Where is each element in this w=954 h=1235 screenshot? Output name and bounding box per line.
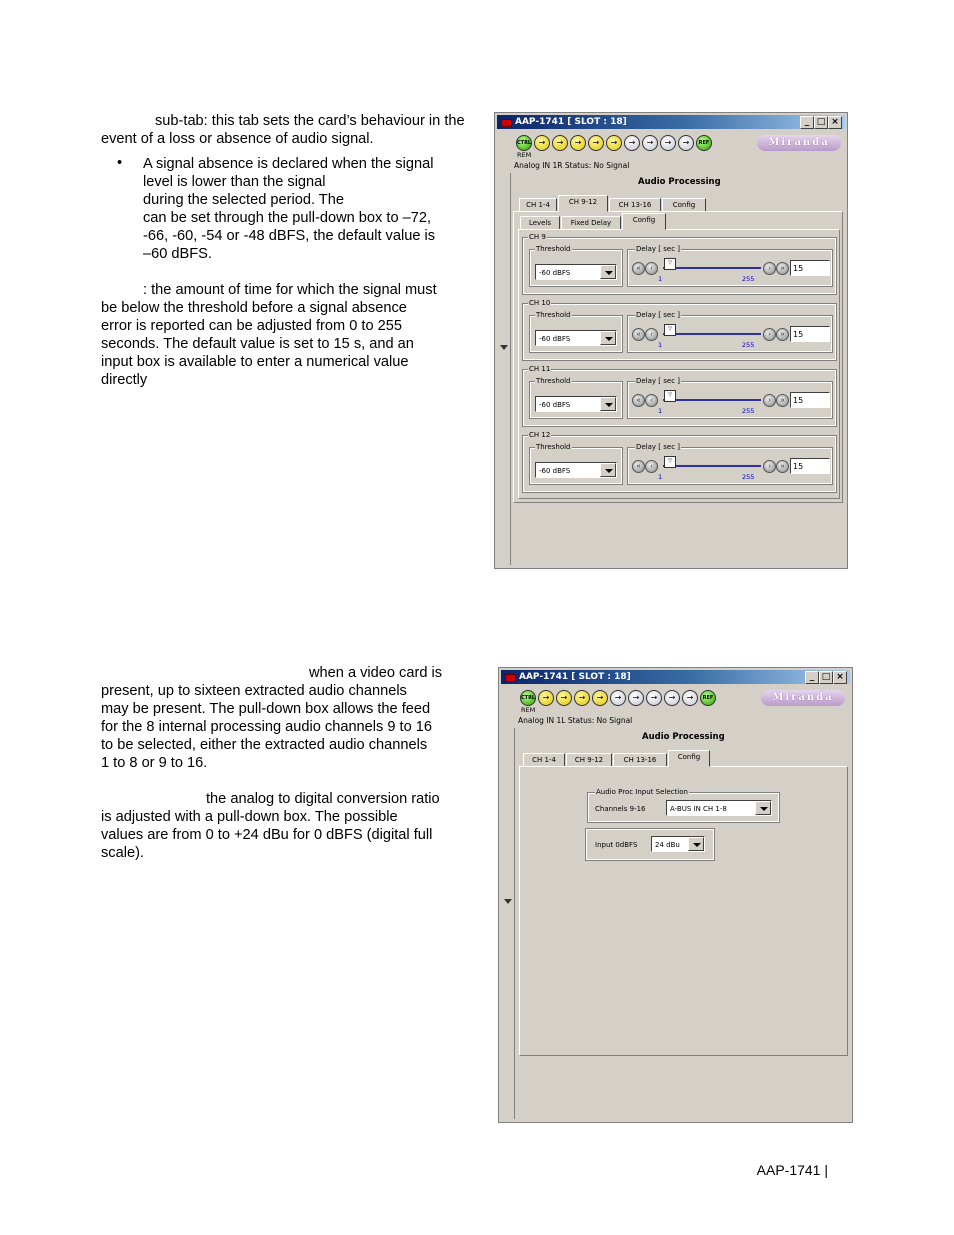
rewind-icon[interactable]: « — [632, 460, 645, 473]
delay-slider-thumb[interactable]: ▽ — [664, 390, 676, 402]
step-back-icon[interactable]: ‹ — [645, 262, 658, 275]
delay-line: input box is available to enter a numerical value — [101, 354, 409, 370]
para-line: the analog to digital conversion ratio — [206, 791, 440, 807]
app-window-config — [498, 667, 853, 1123]
channel-label: CH 9 — [529, 233, 546, 241]
delay-group — [628, 443, 832, 484]
delay-label: Delay [ sec ] — [636, 311, 681, 319]
channel-label: CH 11 — [529, 365, 551, 373]
chevron-down-icon[interactable] — [600, 397, 616, 411]
threshold-group — [530, 443, 622, 484]
delay-group — [628, 245, 832, 286]
tab-ch13-16[interactable]: CH 13-16 — [609, 198, 661, 212]
rewind-icon[interactable]: « — [632, 394, 645, 407]
bullet-paragraph — [143, 155, 473, 263]
delay-input[interactable]: 15 — [790, 260, 830, 276]
threshold-group — [530, 377, 622, 418]
input-selection-paragraph — [101, 664, 466, 772]
app-window-levels — [494, 112, 848, 569]
tab-config[interactable]: Config — [668, 750, 710, 767]
delay-slider-thumb[interactable]: ▽ — [664, 324, 676, 336]
arrow-led-icon[interactable]: → — [610, 690, 626, 706]
delay-slider-thumb[interactable]: ▽ — [664, 456, 676, 468]
para-line: 1 to 8 or 9 to 16. — [101, 755, 208, 771]
delay-input[interactable]: 15 — [790, 326, 830, 342]
delay-group — [628, 311, 832, 352]
collapse-arrow-icon[interactable] — [504, 899, 512, 904]
status-led-green-icon[interactable]: REF — [700, 690, 716, 706]
arrow-led-icon[interactable]: → — [664, 690, 680, 706]
title-bar — [497, 115, 845, 129]
miranda-logo: Miranda — [757, 135, 841, 151]
alarm-led-icon — [505, 674, 516, 682]
threshold-label: Threshold — [536, 245, 571, 253]
para-line: present, up to sixteen extracted audio channels — [101, 683, 407, 699]
rewind-icon[interactable]: « — [632, 328, 645, 341]
para-line: when a video card is — [309, 665, 443, 681]
channel-label: CH 10 — [529, 299, 551, 307]
status-led-green-icon[interactable]: CTRL — [516, 135, 532, 151]
arrow-led-icon[interactable]: → — [682, 690, 698, 706]
arrow-led-icon[interactable]: → — [592, 690, 608, 706]
close-icon[interactable]: × — [833, 671, 847, 684]
delay-line: : the amount of time for which the signal must — [143, 282, 437, 298]
threshold-label: Threshold — [536, 377, 571, 385]
delay-label: Delay [ sec ] — [636, 443, 681, 451]
para-line: scale). — [101, 845, 144, 861]
tab-ch13-16[interactable]: CH 13-16 — [613, 753, 667, 767]
fast-forward-icon[interactable]: » — [776, 328, 789, 341]
threshold-value: -60 dBFS — [539, 335, 571, 343]
chevron-down-icon[interactable] — [600, 463, 616, 477]
delay-group — [628, 377, 832, 418]
slider-max: 255 — [742, 275, 755, 283]
subtab-config[interactable]: Config — [622, 213, 666, 230]
arrow-led-icon[interactable]: → — [588, 135, 604, 151]
subtab-fixed-delay[interactable]: Fixed Delay — [561, 216, 621, 230]
threshold-value: -60 dBFS — [539, 467, 571, 475]
bullet-line: during the selected period. The — [143, 192, 344, 208]
status-text: Analog IN 1L Status: No Signal — [518, 716, 633, 725]
bullet-line: -66, -60, -54 or -48 dBFS, the default value is — [143, 228, 436, 244]
tab-config[interactable]: Config — [662, 198, 706, 212]
threshold-label: Threshold — [536, 443, 571, 451]
input-level-group — [586, 829, 714, 860]
threshold-value: -60 dBFS — [539, 269, 571, 277]
tab-panel — [513, 211, 843, 503]
tab-ch9-12[interactable]: CH 9-12 — [558, 195, 608, 212]
arrow-led-icon[interactable]: → — [678, 135, 694, 151]
threshold-value: -60 dBFS — [539, 401, 571, 409]
fast-forward-icon[interactable]: » — [776, 460, 789, 473]
slider-max: 255 — [742, 407, 755, 415]
step-forward-icon[interactable]: › — [763, 394, 776, 407]
window-title: AAP-1741 [ SLOT : 18] — [519, 672, 631, 682]
arrow-led-icon[interactable]: → — [628, 690, 644, 706]
slider-min: 1 — [658, 407, 663, 415]
delay-slider-thumb[interactable]: ▽ — [664, 258, 676, 270]
arrow-led-icon[interactable]: → — [552, 135, 568, 151]
threshold-select[interactable] — [535, 396, 617, 412]
channel-label: CH 12 — [529, 431, 551, 439]
slider-min: 1 — [658, 473, 663, 481]
delay-label: Delay [ sec ] — [636, 245, 681, 253]
page-footer: AAP-1741 | — [756, 1162, 828, 1178]
threshold-group — [530, 311, 622, 352]
channel-group — [523, 233, 836, 294]
maximize-icon[interactable]: □ — [819, 671, 833, 684]
delay-input[interactable]: 15 — [790, 458, 830, 474]
miranda-logo: Miranda — [761, 690, 845, 706]
step-back-icon[interactable]: ‹ — [645, 328, 658, 341]
section-title: Audio Processing — [638, 177, 721, 187]
delay-input[interactable]: 15 — [790, 392, 830, 408]
channel-group — [523, 431, 836, 492]
para-line: values are from 0 to +24 dBu for 0 dBFS (digital full — [101, 827, 433, 843]
delay-line: seconds. The default value is set to 15 s, and an — [101, 336, 414, 352]
arrow-led-icon[interactable]: → — [642, 135, 658, 151]
rewind-icon[interactable]: « — [632, 262, 645, 275]
minimize-icon[interactable]: _ — [800, 116, 814, 129]
rem-label: REM — [521, 706, 536, 714]
step-forward-icon[interactable]: › — [763, 328, 776, 341]
chevron-down-icon[interactable] — [600, 331, 616, 345]
status-text: Analog IN 1R Status: No Signal — [514, 161, 630, 170]
chevron-down-icon[interactable] — [688, 837, 704, 851]
tab-ch9-12[interactable]: CH 9-12 — [566, 753, 612, 767]
input-level-value: 24 dBu — [655, 841, 680, 849]
channels-value: A-BUS IN CH 1-8 — [670, 805, 727, 813]
arrow-led-icon[interactable]: → — [570, 135, 586, 151]
title-bar — [501, 670, 850, 684]
bullet-line: can be set through the pull-down box to –72, — [143, 210, 432, 226]
arrow-led-icon[interactable]: → — [534, 135, 550, 151]
bullet-marker: • — [117, 155, 123, 171]
step-back-icon[interactable]: ‹ — [645, 394, 658, 407]
threshold-label: Threshold — [536, 311, 571, 319]
delay-slider-track[interactable] — [663, 333, 761, 335]
threshold-select[interactable] — [535, 462, 617, 478]
subtab-panel — [518, 229, 840, 499]
para-line: for the 8 internal processing audio channels 9 to 16 — [101, 719, 433, 735]
tab-ch1-4[interactable]: CH 1-4 — [519, 198, 557, 212]
bullet-line: level is lower than the signal — [143, 174, 326, 190]
arrow-led-icon[interactable]: → — [660, 135, 676, 151]
slider-min: 1 — [658, 341, 663, 349]
arrow-led-icon[interactable]: → — [556, 690, 572, 706]
para-line: is adjusted with a pull-down box. The possible — [101, 809, 398, 825]
para-line: may be present. The pull-down box allows the feed — [101, 701, 431, 717]
window-title: AAP-1741 [ SLOT : 18] — [515, 117, 627, 127]
arrow-led-icon[interactable]: → — [538, 690, 554, 706]
step-forward-icon[interactable]: › — [763, 262, 776, 275]
para-line: to be selected, either the extracted audio channels — [101, 737, 428, 753]
delay-slider-track[interactable] — [663, 465, 761, 467]
input-selection-label: Audio Proc Input Selection — [596, 788, 688, 796]
close-icon[interactable]: × — [828, 116, 842, 129]
input-level-select[interactable] — [651, 836, 705, 852]
input-selection-group — [588, 788, 779, 822]
section-title: Audio Processing — [642, 732, 725, 742]
channels-select[interactable] — [666, 800, 772, 816]
delay-line: be below the threshold before a signal absence — [101, 300, 407, 316]
subtab-levels[interactable]: Levels — [520, 216, 560, 230]
bullet-line: A signal absence is declared when the signal — [143, 156, 434, 172]
channel-group — [523, 299, 836, 360]
delay-slider-track[interactable] — [663, 267, 761, 269]
rem-label: REM — [517, 151, 532, 159]
status-led-green-icon[interactable]: CTRL — [520, 690, 536, 706]
intro-paragraph — [101, 112, 466, 148]
fast-forward-icon[interactable]: » — [776, 262, 789, 275]
fast-forward-icon[interactable]: » — [776, 394, 789, 407]
slider-max: 255 — [742, 473, 755, 481]
tab-ch1-4[interactable]: CH 1-4 — [523, 753, 565, 767]
bullet-line: –60 dBFS. — [143, 246, 212, 262]
maximize-icon[interactable]: □ — [814, 116, 828, 129]
chevron-down-icon[interactable] — [755, 801, 771, 815]
intro-text: sub-tab: this tab sets the card’s behaviour in the event of a loss or absence of audio signal. — [101, 113, 465, 147]
arrow-led-icon[interactable]: → — [624, 135, 640, 151]
delay-label: Delay [ sec ] — [636, 377, 681, 385]
threshold-select[interactable] — [535, 264, 617, 280]
step-forward-icon[interactable]: › — [763, 460, 776, 473]
arrow-led-icon[interactable]: → — [574, 690, 590, 706]
side-panel[interactable] — [498, 173, 511, 565]
arrow-led-icon[interactable]: → — [646, 690, 662, 706]
channel-group — [523, 365, 836, 426]
step-back-icon[interactable]: ‹ — [645, 460, 658, 473]
channels-label: Channels 9-16 — [595, 805, 646, 813]
delay-paragraph — [101, 281, 466, 389]
delay-line: error is reported can be adjusted from 0 to 255 — [101, 318, 402, 334]
delay-line: directly — [101, 372, 148, 388]
input-level-paragraph — [101, 790, 466, 862]
input-level-label: Input 0dBFS — [595, 841, 638, 849]
alarm-led-icon — [501, 119, 512, 127]
slider-max: 255 — [742, 341, 755, 349]
tab-panel — [519, 766, 848, 1056]
minimize-icon[interactable]: _ — [805, 671, 819, 684]
chevron-down-icon[interactable] — [600, 265, 616, 279]
delay-slider-track[interactable] — [663, 399, 761, 401]
collapse-arrow-icon[interactable] — [500, 345, 508, 350]
slider-min: 1 — [658, 275, 663, 283]
threshold-select[interactable] — [535, 330, 617, 346]
arrow-led-icon[interactable]: → — [606, 135, 622, 151]
status-led-green-icon[interactable]: REF — [696, 135, 712, 151]
side-panel[interactable] — [502, 728, 515, 1119]
threshold-group — [530, 245, 622, 286]
